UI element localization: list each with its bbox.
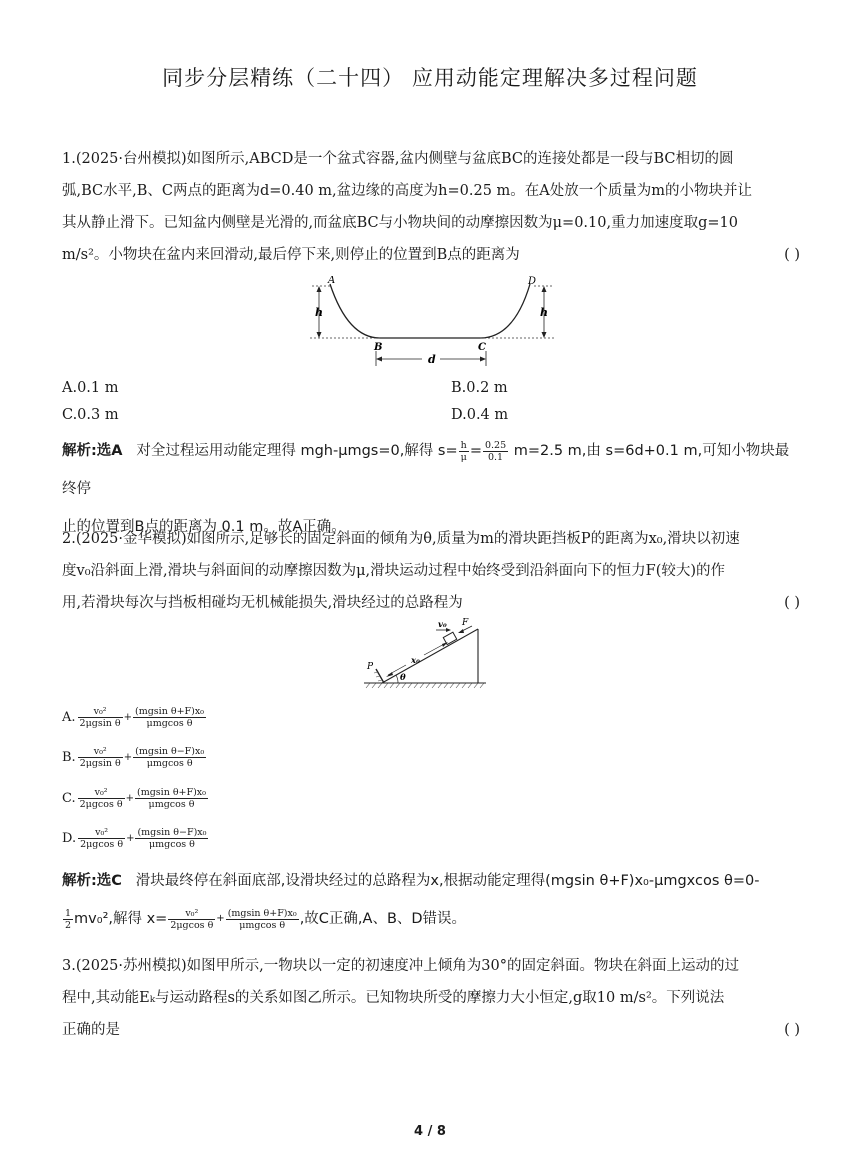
h-arrowhead-right-bottom (542, 332, 547, 338)
h-arrowhead-right-top (542, 286, 547, 292)
analysis-text: m=2.5 m,由 s=6d+0.1 m,可知小物块最终停 (62, 443, 790, 497)
label-x0: x₀ (411, 656, 420, 666)
q1-option-d[interactable]: D.0.4 m (451, 407, 509, 423)
d-arrowhead-left (376, 357, 382, 362)
analysis-label: 解析:选C (62, 873, 122, 889)
q2-line-2: 度v₀沿斜面上滑,滑块与斜面间的动摩擦因数为μ,滑块运动过程中始终受到沿斜面向下的恒力F(较大)的作 (62, 563, 726, 579)
q1-option-b[interactable]: B.0.2 m (451, 380, 508, 396)
label-h-left: h (315, 306, 323, 319)
analysis-label: 解析:选A (62, 443, 123, 459)
label-A: A (328, 276, 336, 286)
ground-hatch (366, 683, 484, 688)
q1-line-2: 弧,BC水平,B、C两点的距离为d=0.40 m,盆边缘的高度为h=0.25 m。在A处放一个质量为m的小物块并让 (62, 183, 753, 199)
label-C: C (478, 342, 486, 353)
analysis-text: 滑块最终停在斜面底部,设滑块经过的总路程为x,根据动能定理得(mgsin θ+F)x₀-μmgxcos θ=0- (135, 873, 760, 889)
label-v0: v₀ (438, 620, 447, 630)
answer-bracket: ( ) (784, 1022, 800, 1038)
q1-line-4: m/s²。小物块在盆内来回滑动,最后停下来,则停止的位置到B点的距离为 ( ) (62, 239, 800, 271)
analysis-text: ,故C正确,A、B、D错误。 (299, 911, 467, 927)
q2-line-3: 用,若滑块每次与挡板相碰均无机械能损失,滑块经过的总路程为 ( ) (62, 587, 800, 619)
question-3 (62, 950, 800, 1046)
d-arrowhead-right (480, 357, 486, 362)
q2-line-1: 2.(2025·金华模拟)如图所示,足够长的固定斜面的倾角为θ,质量为m的滑块距挡板P的距离为x₀,滑块以初速 (62, 531, 740, 547)
label-theta: θ (400, 673, 406, 683)
q2-option-a[interactable]: A. $\frac{\text{v₀²}}{\text{2μgsin θ}}$ + $\frac{\text{(mgsin θ+F)x₀}}{\text{μmgcos θ}}$ (62, 705, 204, 729)
q2-analysis-line-2 (62, 900, 800, 938)
equals-sign: = (469, 443, 482, 459)
q1-analysis-line-1 (62, 432, 800, 508)
q1-line-3: 其从静止滑下。已知盆内侧壁是光滑的,而盆底BC与小物块间的动摩擦因数为μ=0.10,重力加速度取g=10 (62, 215, 738, 231)
x0-arrowhead (386, 672, 393, 677)
question-2 (62, 523, 800, 619)
q1-line-1: 1.(2025·台州模拟)如图所示,ABCD是一个盆式容器,盆内侧壁与盆底BC的连接处都是一段与BC相切的圆 (62, 151, 734, 167)
q1-option-a[interactable]: A.0.1 m (62, 380, 119, 396)
q1-analysis-line-2: 止的位置到B点的距离为 0.1 m。故A正确。 (62, 519, 346, 535)
incline-figure (362, 617, 502, 692)
label-B: B (374, 342, 383, 353)
label-P: P (367, 662, 374, 672)
q3-line-1: 3.(2025·苏州模拟)如图甲所示,一物块以一定的初速度冲上倾角为30°的固定斜面。物块在斜面上运动的过 (62, 958, 739, 974)
h-arrowhead-left-bottom (317, 332, 322, 338)
v0-arrowhead (446, 628, 451, 632)
analysis-text: mv₀²,解得 x= (74, 911, 168, 927)
answer-bracket: ( ) (784, 595, 800, 611)
q3-line-2: 程中,其动能Eₖ与运动路程s的关系如图乙所示。已知物块所受的摩擦力大小恒定,g取10 m/s²。下列说法 (62, 990, 725, 1006)
question-1 (62, 143, 800, 271)
incline-surface (382, 629, 478, 683)
q2-analysis (62, 862, 800, 938)
fraction-result-2: $\frac{\text{(mgsin θ+F)x₀}}{\text{μmgcos θ}}$ (227, 907, 297, 931)
q2-option-b[interactable]: B. $\frac{\text{v₀²}}{\text{2μgsin θ}}$ + $\frac{\text{(mgsin θ−F)x₀}}{\text{μmgcos θ}}$ (62, 745, 205, 769)
page-title: 同步分层精练（二十四） 应用动能定理解决多过程问题 (162, 66, 698, 90)
q1-options (62, 375, 800, 429)
basin-figure (308, 276, 558, 368)
F-arrowhead (458, 629, 464, 633)
answer-bracket: ( ) (784, 247, 800, 263)
q1-option-c[interactable]: C.0.3 m (62, 407, 119, 423)
label-D: D (528, 276, 537, 287)
h-arrowhead-left-top (317, 286, 322, 292)
label-h-right: h (540, 306, 548, 319)
basin-profile (330, 284, 530, 338)
q2-option-c[interactable]: C. $\frac{\text{v₀²}}{\text{2μgcos θ}}$ + $\frac{\text{(mgsin θ+F)x₀}}{\text{μmgcos θ}}$ (62, 786, 206, 810)
theta-arc (396, 675, 398, 683)
q3-line-3: 正确的是 ( ) (62, 1014, 800, 1046)
fraction-result-1: $\frac{\text{v₀²}}{\text{2μgcos θ}}$ (170, 907, 214, 931)
page-number: 4 / 8 (414, 1124, 446, 1139)
fraction-values: $\frac{0.25}{0.1}$ (484, 439, 507, 463)
q2-analysis-line-1 (62, 862, 800, 900)
fraction-half: $\frac{1}{2}$ (65, 907, 72, 931)
analysis-text: 对全过程运用动能定理得 mgh-μmgs=0,解得 s= (136, 443, 458, 459)
q2-option-d[interactable]: D. $\frac{\text{v₀²}}{\text{2μgcos θ}}$ + $\frac{\text{(mgsin θ−F)x₀}}{\text{μmgcos θ}}$ (62, 826, 207, 850)
label-d: d (428, 353, 436, 366)
fraction-h-mu: $\frac{h}{\mu}$ (460, 439, 467, 463)
plus-sign: + (216, 913, 225, 924)
label-F: F (462, 618, 469, 628)
